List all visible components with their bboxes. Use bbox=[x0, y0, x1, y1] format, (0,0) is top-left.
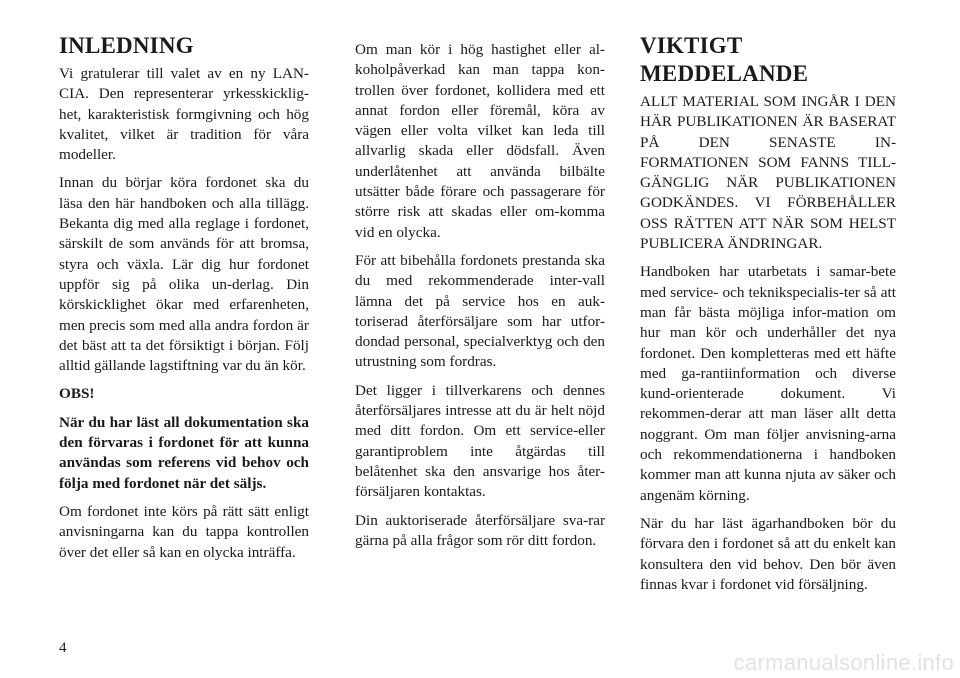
paragraph: Det ligger i tillverkarens och dennes återförsäljares intresse att du är helt nöjd med ditt fordon. Om ett service-eller garantiproblem inte åtgärdas till belåtenhet ska den ansvarige hos åter-försäljaren kontaktas. bbox=[355, 381, 605, 501]
section-heading-inledning: INLEDNING bbox=[59, 33, 194, 58]
paragraph: För att bibehålla fordonets prestanda ska du med rekommenderade inter-vall lämna det på service hos en auk-toriserad återförsäljare som har utfor-dondad personal, specialverktyg och den utrustning som fordras. bbox=[355, 251, 605, 371]
paragraph: Handboken har utarbetats i samar-bete med service- och teknikspecialis-ter så att man får bästa möjliga infor-mation om hur man kör och underhåller det nya fordonet. Den kompletteras med ett häfte med ga-rantiinformation och diverse kund-orienterade dokument. Vi rekommen-derar att man läser allt detta noggrant. Om man följer anvisning-arna och rekommendationerna i handboken kommer man att kunna njuta av säker och angenäm körning. bbox=[640, 263, 896, 504]
paragraph: Din auktoriserade återförsäljare sva-rar gärna på alla frågor som rör ditt fordon. bbox=[355, 511, 605, 549]
note-text: När du har läst all dokumentation ska den förvaras i fordonet för att kunna användas som referens vid behov och följa med fordonet när det säljs. bbox=[59, 413, 309, 492]
notice-caps-text: ALLT MATERIAL SOM INGÅR I DEN HÄR PUBLIKATIONEN ÄR BASERAT PÅ DEN SENASTE IN-FORMATIONEN SOM FANNS TILL-GÄNGLIG NÄR PUBLIKATIONEN GODKÄNDES. VI FÖRBEHÅLLER OSS RÄTTEN ATT NÄR SOM HELST PUBLICERA ÄNDRINGAR. bbox=[640, 93, 896, 253]
paragraph: När du har läst ägarhandboken bör du förvara den i fordonet så att du enkelt kan konsultera den vid behov. Den bör även finnas kvar i fordonet vid försäljning. bbox=[640, 514, 896, 593]
watermark: carmanualsonline.info bbox=[733, 650, 954, 675]
section-heading-viktigt-meddelande: VIKTIGT MEDDELANDE bbox=[640, 33, 809, 86]
page-number: 4 bbox=[59, 640, 67, 656]
paragraph: Om fordonet inte körs på rätt sätt enligt anvisningarna kan du tappa kontrollen över det eller så kan en olycka inträffa. bbox=[59, 502, 309, 561]
paragraph: Om man kör i hög hastighet eller al-koholpåverkad kan man tappa kon-trollen över fordonet, kollidera med ett annat fordon eller föremål, köra av vägen eller volta vilket kan leda till allvarlig skada eller dödsfall. Även underlåtenhet att använda bilbälte utsätter både förare och passagerare för större risk att skadas eller om-komma vid en olycka. bbox=[355, 41, 605, 241]
right-column bbox=[640, 32, 896, 603]
paragraph: Vi gratulerar till valet av en ny LAN-CIA. Den representerar yrkesskicklig-het, karakteristisk formgivning och hög kvalitet, vilket är tradition för våra modeller. bbox=[59, 65, 309, 164]
middle-column bbox=[355, 40, 605, 559]
note-label: OBS! bbox=[59, 385, 95, 403]
left-column bbox=[59, 32, 309, 571]
paragraph: Innan du börjar köra fordonet ska du läsa den här handboken och alla tillägg. Bekanta dig med alla reglage i fordonet, särskilt de som används för att bromsa, styra och växla. Lär dig hur fordonet uppför sig på olika un-derlag. Din körskicklighet ökar med erfarenheten, men precis som med alla andra fordon är det bäst att ta det försiktigt i början. Följ alltid gällande lagstiftning var du än kör. bbox=[59, 174, 309, 375]
